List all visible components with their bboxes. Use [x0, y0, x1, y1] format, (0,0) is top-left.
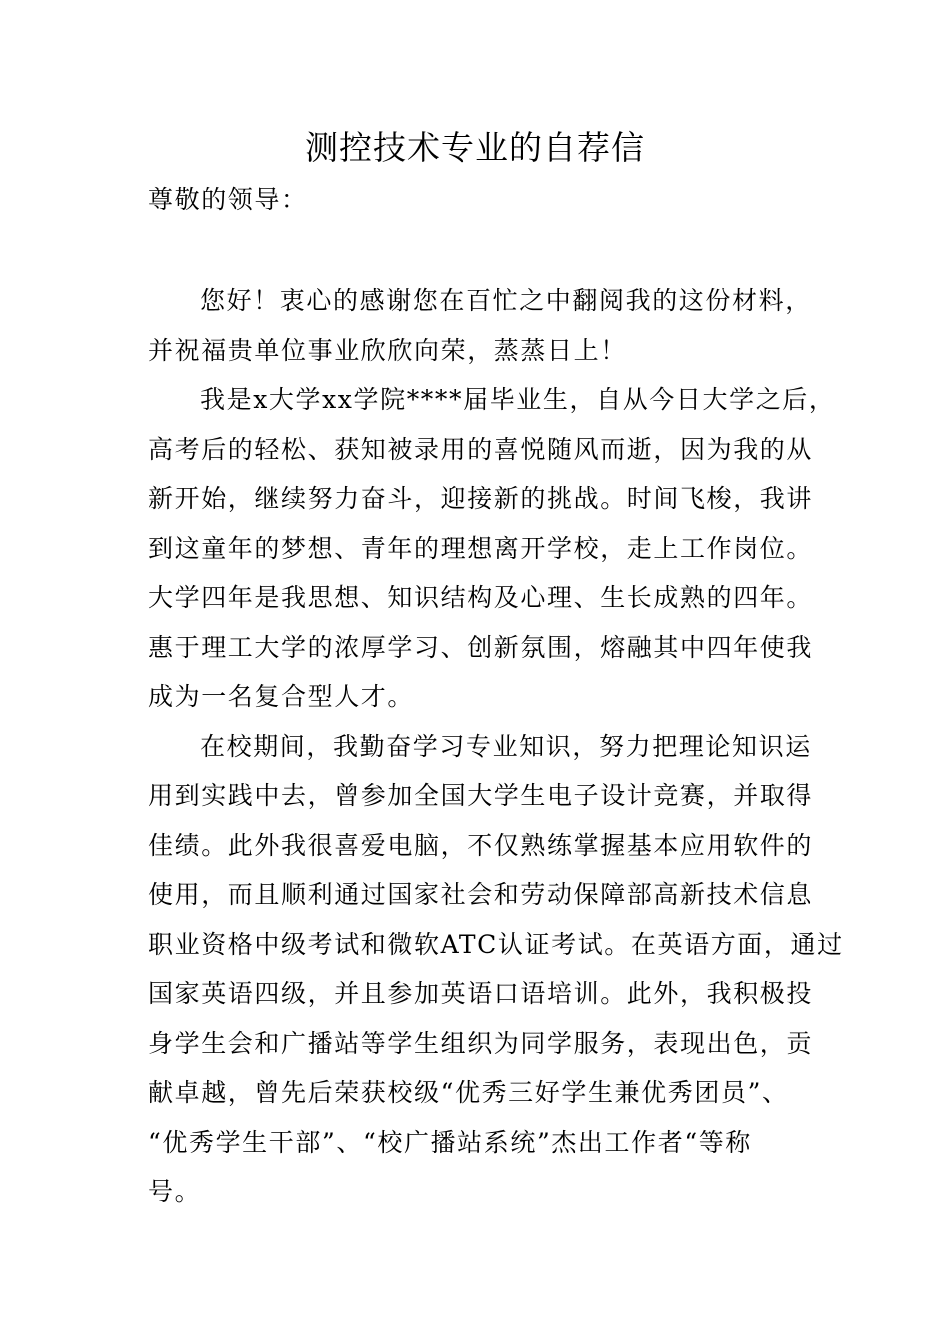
paragraph-line: 我是x大学xx学院****届毕业生，自从今日大学之后， — [200, 385, 836, 414]
paragraph-line: 身学生会和广播站等学生组织为同学服务，表现出色，贡 — [148, 1029, 814, 1058]
paragraph-line: 您好！衷心的感谢您在百忙之中翻阅我的这份材料， — [200, 286, 812, 315]
paragraph-line: 惠于理工大学的浓厚学习、创新氛围，熔融其中四年使我 — [148, 633, 814, 662]
paragraph-line: 成为一名复合型人才。 — [148, 682, 415, 711]
paragraph-line: 职业资格中级考试和微软ATC认证考试。在英语方面，通过 — [148, 930, 844, 959]
paragraph-line: 高考后的轻松、获知被录用的喜悦随风而逝，因为我的从 — [148, 435, 814, 464]
paragraph-line: 到这童年的梦想、青年的理想离开学校，走上工作岗位。 — [148, 534, 814, 563]
salutation: 尊敬的领导： — [148, 185, 308, 214]
paragraph-line: “优秀学生干部”、“校广播站系统”杰出工作者“等称 — [148, 1128, 752, 1157]
paragraph-line: 新开始，继续努力奋斗，迎接新的挑战。时间飞梭，我讲 — [148, 484, 814, 513]
paragraph-line: 使用，而且顺利通过国家社会和劳动保障部高新技术信息 — [148, 880, 814, 909]
paragraph-line: 国家英语四级，并且参加英语口语培训。此外，我积极投 — [148, 979, 814, 1008]
paragraph-line: 大学四年是我思想、知识结构及心理、生长成熟的四年。 — [148, 583, 814, 612]
paragraph-line: 号。 — [148, 1177, 202, 1206]
paragraph-line: 佳绩。此外我很喜爱电脑，不仅熟练掌握基本应用软件的 — [148, 831, 814, 860]
document-title: 测控技术专业的自荐信 — [305, 128, 645, 167]
paragraph-line: 在校期间，我勤奋学习专业知识，努力把理论知识运 — [200, 732, 812, 761]
paragraph-line: 并祝福贵单位事业欣欣向荣，蒸蒸日上！ — [148, 336, 627, 365]
paragraph-line: 用到实践中去，曾参加全国大学生电子设计竞赛，并取得 — [148, 781, 814, 810]
paragraph-line: 献卓越，曾先后荣获校级“优秀三好学生兼优秀团员”、 — [148, 1078, 789, 1107]
